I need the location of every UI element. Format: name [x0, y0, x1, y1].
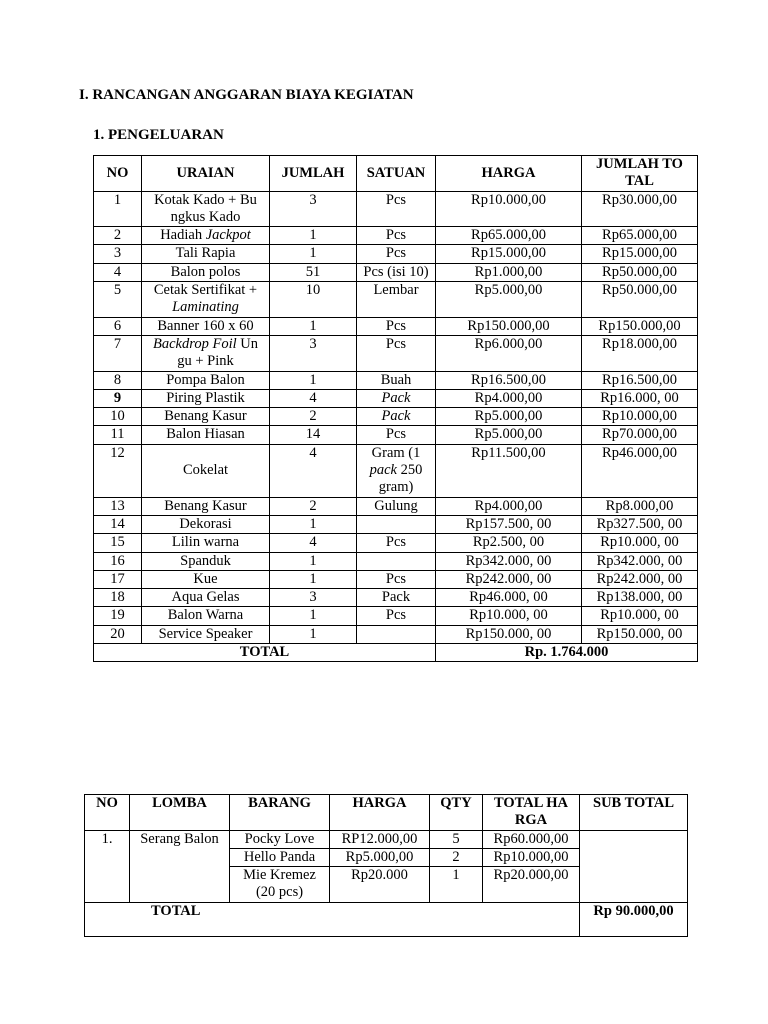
cell-no: 18 [94, 589, 142, 607]
cell-total: Rp50.000,00 [582, 282, 698, 318]
cell-no: 5 [94, 282, 142, 318]
table-header-row [85, 795, 688, 831]
cell-satuan [357, 408, 436, 426]
cell-uraian: Pompa Balon [142, 371, 270, 389]
cell-total-harga: Rp20.000,00 [483, 867, 580, 903]
cell-satuan: Buah [357, 371, 436, 389]
cell-satuan: Pcs [357, 191, 436, 227]
header-lomba: LOMBA [130, 795, 230, 831]
header-no: NO [94, 156, 142, 192]
cell-satuan: Pcs [357, 570, 436, 588]
total-label: TOTAL [94, 644, 436, 662]
cell-qty: 2 [430, 848, 483, 866]
cell-jumlah: 1 [270, 625, 357, 643]
cell-barang: Mie Kremez (20 pcs) [230, 867, 330, 903]
cell-satuan: Gulung [357, 497, 436, 515]
table-row [94, 227, 698, 245]
cell-uraian: Tali Rapia [142, 245, 270, 263]
table-row [94, 408, 698, 426]
cell-uraian: Balon Hiasan [142, 426, 270, 444]
cell-total: Rp138.000, 00 [582, 589, 698, 607]
cell-no: 15 [94, 534, 142, 552]
cell-total: Rp10.000, 00 [582, 534, 698, 552]
cell-no: 1 [94, 191, 142, 227]
cell-uraian [142, 282, 270, 318]
table-row [94, 245, 698, 263]
cell-harga: Rp5.000,00 [330, 848, 430, 866]
cell-jumlah: 3 [270, 335, 357, 371]
cell-harga: Rp1.000,00 [436, 263, 582, 281]
table-total-row [94, 644, 698, 662]
cell-no: 2 [94, 227, 142, 245]
cell-harga: Rp6.000,00 [436, 335, 582, 371]
cell-satuan: Pcs [357, 426, 436, 444]
cell-uraian: Balon Warna [142, 607, 270, 625]
total-value: Rp 90.000,00 [580, 902, 688, 936]
cell-harga: Rp2.500, 00 [436, 534, 582, 552]
cell-jumlah: 2 [270, 408, 357, 426]
table-row [94, 534, 698, 552]
cell-harga: Rp150.000, 00 [436, 625, 582, 643]
cell-satuan-italic: Pack [381, 389, 411, 406]
cell-uraian-text: Un gu + Pink [177, 335, 258, 370]
cell-uraian-text: Hadiah [160, 227, 206, 244]
cell-uraian [142, 227, 270, 245]
cell-uraian: Kue [142, 570, 270, 588]
cell-jumlah: 1 [270, 227, 357, 245]
cell-satuan: Pcs [357, 534, 436, 552]
cell-satuan-italic: Pack [381, 408, 411, 425]
section-heading: 1. PENGELUARAN [93, 127, 224, 143]
table-row [94, 263, 698, 281]
cell-harga: Rp342.000, 00 [436, 552, 582, 570]
cell-satuan: Pcs [357, 335, 436, 371]
cell-total-harga: Rp10.000,00 [483, 848, 580, 866]
expense-table [93, 155, 698, 662]
cell-no: 7 [94, 335, 142, 371]
cell-no: 4 [94, 263, 142, 281]
total-label: TOTAL [85, 902, 580, 936]
cell-total: Rp10.000,00 [582, 408, 698, 426]
cell-satuan: Pack [357, 589, 436, 607]
header-jumlah-total: JUMLAH TO TAL [582, 156, 698, 192]
cell-harga: Rp150.000,00 [436, 317, 582, 335]
cell-uraian: Balon polos [142, 263, 270, 281]
table-row [94, 625, 698, 643]
cell-jumlah: 4 [270, 389, 357, 407]
cell-uraian-italic: Backdrop Foil [153, 335, 237, 352]
cell-satuan-text: 250 gram) [378, 462, 423, 496]
cell-satuan-text: Gram (1 [371, 444, 421, 461]
cell-jumlah: 14 [270, 426, 357, 444]
cell-satuan [357, 444, 436, 497]
table-row [85, 830, 688, 848]
table-row [94, 497, 698, 515]
cell-total: Rp342.000, 00 [582, 552, 698, 570]
table-header-row [94, 156, 698, 192]
cell-harga: Rp46.000, 00 [436, 589, 582, 607]
table-row [94, 371, 698, 389]
cell-total: Rp16.500,00 [582, 371, 698, 389]
cell-no: 14 [94, 515, 142, 533]
header-satuan: SATUAN [357, 156, 436, 192]
cell-harga: Rp4.000,00 [436, 497, 582, 515]
header-no: NO [85, 795, 130, 831]
cell-uraian: Spanduk [142, 552, 270, 570]
cell-satuan [357, 625, 436, 643]
cell-satuan: Pcs [357, 227, 436, 245]
cell-jumlah: 4 [270, 444, 357, 497]
cell-no: 13 [94, 497, 142, 515]
table-row [94, 444, 698, 497]
cell-no: 8 [94, 371, 142, 389]
table-row [94, 515, 698, 533]
cell-harga: Rp20.000 [330, 867, 430, 903]
cell-harga: Rp4.000,00 [436, 389, 582, 407]
header-qty: QTY [430, 795, 483, 831]
page-title: I. RANCANGAN ANGGARAN BIAYA KEGIATAN [79, 87, 414, 103]
cell-uraian: Kotak Kado + Bu ngkus Kado [142, 191, 270, 227]
cell-no: 17 [94, 570, 142, 588]
cell-no: 1. [85, 830, 130, 902]
cell-barang: Hello Panda [230, 848, 330, 866]
cell-jumlah: 1 [270, 552, 357, 570]
cell-no: 16 [94, 552, 142, 570]
cell-jumlah: 1 [270, 245, 357, 263]
cell-total: Rp327.500, 00 [582, 515, 698, 533]
header-total-harga: TOTAL HA RGA [483, 795, 580, 831]
table-row [94, 570, 698, 588]
cell-jumlah: 10 [270, 282, 357, 318]
cell-satuan: Pcs [357, 317, 436, 335]
table-row [94, 426, 698, 444]
cell-uraian: Banner 160 x 60 [142, 317, 270, 335]
table-row [94, 552, 698, 570]
header-jumlah: JUMLAH [270, 156, 357, 192]
cell-uraian: Lilin warna [142, 534, 270, 552]
table-row [94, 589, 698, 607]
cell-qty: 5 [430, 830, 483, 848]
cell-uraian-italic: Laminating [172, 299, 239, 316]
table-row [94, 389, 698, 407]
header-harga: HARGA [330, 795, 430, 831]
cell-barang: Pocky Love [230, 830, 330, 848]
cell-total-harga: Rp60.000,00 [483, 830, 580, 848]
table-row [94, 607, 698, 625]
cell-uraian: Benang Kasur [142, 408, 270, 426]
cell-harga: Rp10.000,00 [436, 191, 582, 227]
cell-harga: Rp15.000,00 [436, 245, 582, 263]
cell-total: Rp242.000, 00 [582, 570, 698, 588]
cell-satuan [357, 389, 436, 407]
cell-total: Rp70.000,00 [582, 426, 698, 444]
cell-jumlah: 3 [270, 589, 357, 607]
cell-satuan: Lembar [357, 282, 436, 318]
cell-jumlah: 1 [270, 371, 357, 389]
cell-satuan [357, 515, 436, 533]
cell-uraian: Benang Kasur [142, 497, 270, 515]
header-uraian: URAIAN [142, 156, 270, 192]
cell-jumlah: 3 [270, 191, 357, 227]
header-sub-total: SUB TOTAL [580, 795, 688, 831]
cell-jumlah: 4 [270, 534, 357, 552]
cell-total: Rp16.000, 00 [582, 389, 698, 407]
header-barang: BARANG [230, 795, 330, 831]
cell-uraian-italic: Jackpot [205, 227, 251, 244]
table-row [94, 282, 698, 318]
cell-total: Rp18.000,00 [582, 335, 698, 371]
cell-harga: RP12.000,00 [330, 830, 430, 848]
cell-lomba: Serang Balon [130, 830, 230, 902]
cell-uraian: Service Speaker [142, 625, 270, 643]
cell-no: 11 [94, 426, 142, 444]
cell-uraian: Dekorasi [142, 515, 270, 533]
cell-jumlah: 2 [270, 497, 357, 515]
cell-total: Rp8.000,00 [582, 497, 698, 515]
cell-harga: Rp11.500,00 [436, 444, 582, 497]
cell-harga: Rp5.000,00 [436, 282, 582, 318]
cell-no: 20 [94, 625, 142, 643]
cell-uraian: Cokelat [142, 444, 270, 497]
cell-total: Rp46.000,00 [582, 444, 698, 497]
cell-jumlah: 1 [270, 607, 357, 625]
cell-uraian-text: Cetak Sertifikat + [153, 282, 258, 299]
cell-no: 6 [94, 317, 142, 335]
cell-uraian [142, 335, 270, 371]
cell-no: 19 [94, 607, 142, 625]
cell-total: Rp50.000,00 [582, 263, 698, 281]
cell-qty: 1 [430, 867, 483, 903]
cell-harga: Rp5.000,00 [436, 408, 582, 426]
cell-total: Rp15.000,00 [582, 245, 698, 263]
cell-harga: Rp5.000,00 [436, 426, 582, 444]
cell-jumlah: 1 [270, 570, 357, 588]
cell-jumlah: 1 [270, 515, 357, 533]
cell-no: 12 [94, 444, 142, 497]
cell-uraian: Aqua Gelas [142, 589, 270, 607]
cell-total: Rp10.000, 00 [582, 607, 698, 625]
cell-satuan: Pcs (isi 10) [357, 263, 436, 281]
total-value: Rp. 1.764.000 [436, 644, 698, 662]
table-row [94, 317, 698, 335]
cell-jumlah: 51 [270, 263, 357, 281]
cell-satuan-italic: pack [369, 462, 397, 479]
table-total-row [85, 902, 688, 936]
cell-harga: Rp65.000,00 [436, 227, 582, 245]
cell-uraian: Piring Plastik [142, 389, 270, 407]
cell-harga: Rp16.500,00 [436, 371, 582, 389]
cell-harga: Rp157.500, 00 [436, 515, 582, 533]
cell-jumlah: 1 [270, 317, 357, 335]
cell-satuan: Pcs [357, 245, 436, 263]
cell-no: 3 [94, 245, 142, 263]
cell-no: 9 [94, 389, 142, 407]
table-row [94, 191, 698, 227]
cell-satuan: Pcs [357, 607, 436, 625]
cell-total: Rp150.000,00 [582, 317, 698, 335]
cell-total: Rp65.000,00 [582, 227, 698, 245]
table-row [94, 335, 698, 371]
cell-total: Rp150.000, 00 [582, 625, 698, 643]
cell-harga: Rp10.000, 00 [436, 607, 582, 625]
cell-total: Rp30.000,00 [582, 191, 698, 227]
prize-table [84, 794, 688, 937]
cell-no: 10 [94, 408, 142, 426]
header-harga: HARGA [436, 156, 582, 192]
cell-sub-total [580, 830, 688, 902]
cell-satuan [357, 552, 436, 570]
cell-harga: Rp242.000, 00 [436, 570, 582, 588]
